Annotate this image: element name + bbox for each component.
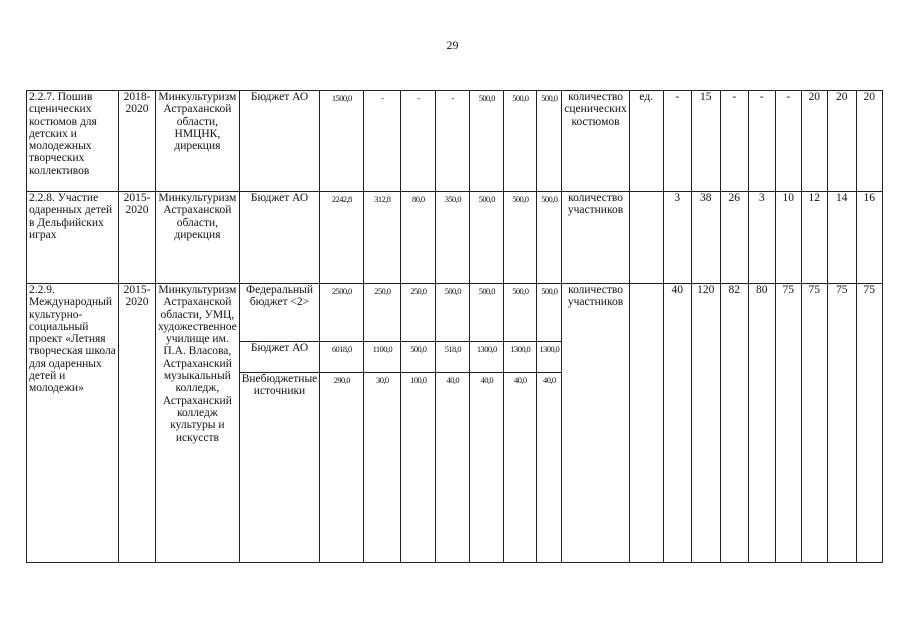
funding-2015: -: [364, 91, 401, 192]
executor: Минкультуризм Астраханской области, УМЦ, художественное училище им. П.А. Власова, Астраханский музыкальный колледж, Астраханский колледж культуры и искусств: [156, 284, 240, 563]
target-3: 80: [748, 284, 775, 563]
funding-2016: 250,0: [401, 284, 436, 342]
program-table: [26, 90, 883, 563]
indicator: количество участников: [562, 284, 629, 563]
funding-2018: 40,0: [470, 373, 504, 563]
unit: ед.: [629, 91, 663, 192]
target-6: 14: [827, 192, 856, 284]
activity-name: 2.2.7. Пошив сценических костюмов для детских и молодежных творческих коллективов: [27, 91, 119, 192]
activity-name: 2.2.9. Международный культурно-социальный проект «Летняя творческая школа для одаренных детей и молодежи»: [27, 284, 119, 563]
executor: Минкультуризм Астраханской области, НМЦНК, дирекция: [156, 91, 240, 192]
funding-2016: 500,0: [401, 342, 436, 373]
target-5: 20: [801, 91, 827, 192]
funding-2020: 500,0: [537, 284, 562, 342]
target-5: 75: [801, 284, 827, 563]
target-4: -: [775, 91, 801, 192]
target-2: 26: [720, 192, 748, 284]
funding-2016: 100,0: [401, 373, 436, 563]
target-5: 12: [801, 192, 827, 284]
indicator: количество сценических костюмов: [562, 91, 629, 192]
funding-2015: 250,0: [364, 284, 401, 342]
target-2: 82: [720, 284, 748, 563]
funding-2018: 500,0: [470, 284, 504, 342]
funding-2015: 30,0: [364, 373, 401, 563]
funding-2016: -: [401, 91, 436, 192]
funding-2017: 500,0: [436, 284, 470, 342]
page-number: 29: [446, 38, 459, 52]
funding-source: Бюджет АО: [239, 91, 320, 192]
funding-total: 6018,0: [320, 342, 364, 373]
funding-2020: 500,0: [537, 91, 562, 192]
funding-2017: 518,0: [436, 342, 470, 373]
funding-2020: 1300,0: [537, 342, 562, 373]
target-6: 20: [827, 91, 856, 192]
target-7: 75: [856, 284, 882, 563]
target-3: 3: [748, 192, 775, 284]
activity-name: 2.2.8. Участие одаренных детей в Дельфийских играх: [27, 192, 119, 284]
target-2: -: [720, 91, 748, 192]
funding-2015: 1100,0: [364, 342, 401, 373]
target-0: 40: [663, 284, 691, 563]
funding-total: 1500,0: [320, 91, 364, 192]
table-row: [27, 192, 883, 284]
executor: Минкультуризм Астраханской области, дирекция: [156, 192, 240, 284]
target-1: 38: [691, 192, 720, 284]
funding-2015: 312,8: [364, 192, 401, 284]
funding-2016: 80,0: [401, 192, 436, 284]
unit: [629, 192, 663, 284]
funding-2018: 1300,0: [470, 342, 504, 373]
funding-2017: 350,0: [436, 192, 470, 284]
funding-source: Федеральный бюджет <2>: [239, 284, 320, 342]
indicator: количество участников: [562, 192, 629, 284]
funding-2019: 500,0: [504, 284, 537, 342]
period: 2015-2020: [119, 284, 156, 563]
funding-2018: 500,0: [470, 91, 504, 192]
funding-2019: 40,0: [504, 373, 537, 563]
funding-2018: 500,0: [470, 192, 504, 284]
target-7: 20: [856, 91, 882, 192]
table-row: [27, 284, 883, 342]
funding-total: 290,0: [320, 373, 364, 563]
target-1: 120: [691, 284, 720, 563]
funding-2020: 500,0: [537, 192, 562, 284]
period: 2015-2020: [119, 192, 156, 284]
target-4: 10: [775, 192, 801, 284]
funding-total: 2242,8: [320, 192, 364, 284]
target-0: 3: [663, 192, 691, 284]
target-6: 75: [827, 284, 856, 563]
funding-2017: 40,0: [436, 373, 470, 563]
target-3: -: [748, 91, 775, 192]
funding-source: Бюджет АО: [239, 192, 320, 284]
period: 2018-2020: [119, 91, 156, 192]
funding-2019: 500,0: [504, 192, 537, 284]
table-row: [27, 91, 883, 192]
target-7: 16: [856, 192, 882, 284]
target-0: -: [663, 91, 691, 192]
funding-2020: 40,0: [537, 373, 562, 563]
target-1: 15: [691, 91, 720, 192]
target-4: 75: [775, 284, 801, 563]
funding-2017: -: [436, 91, 470, 192]
funding-2019: 500,0: [504, 91, 537, 192]
funding-source: Бюджет АО: [239, 342, 320, 373]
funding-2019: 1300,0: [504, 342, 537, 373]
funding-total: 2500,0: [320, 284, 364, 342]
unit: [629, 284, 663, 563]
funding-source: Внебюджетные источники: [239, 373, 320, 563]
